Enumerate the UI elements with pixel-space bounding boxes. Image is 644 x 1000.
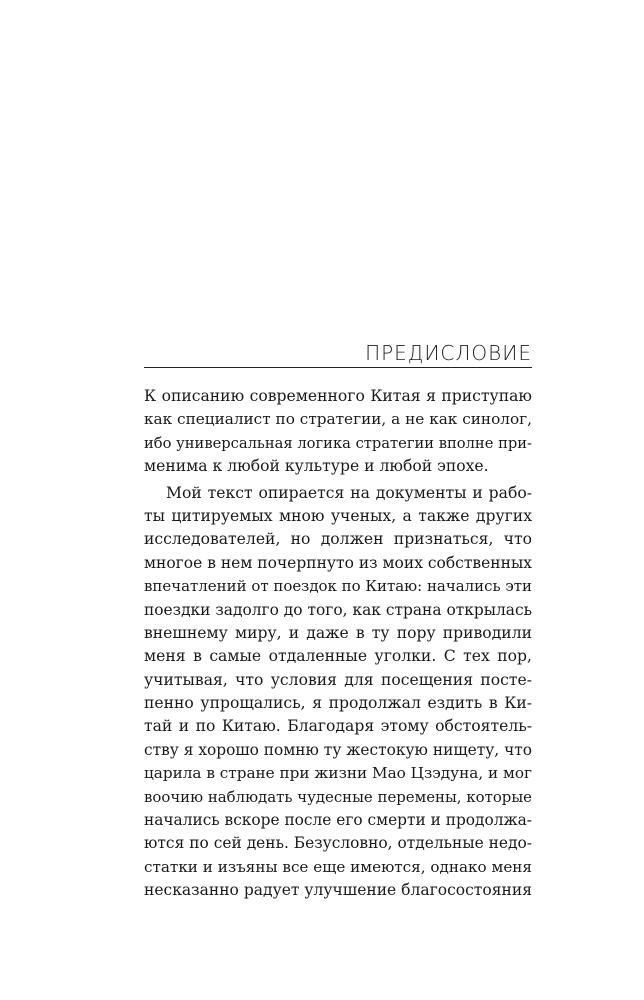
text-line: менима к любой культуре и любой эпохе. <box>144 457 489 476</box>
text-line: пенно упрощались, я продолжал ездить в Ки- <box>144 694 532 713</box>
text-line: ибо универсальная логика стратегии вполне при- <box>144 434 532 452</box>
body-text <box>144 385 532 903</box>
text-line: тай и по Китаю. Благодаря этому обстоятель- <box>144 717 532 736</box>
text-line: учитывая, что условия для посещения посте- <box>144 670 532 689</box>
heading-divider <box>144 367 532 368</box>
text-line: как специалист по стратегии, а не как синолог, <box>144 410 532 429</box>
text-line: воочию наблюдать чудесные перемены, которые <box>144 787 532 806</box>
paragraph-1 <box>144 385 532 479</box>
text-line: статки и изъяны все еще имеются, однако меня <box>144 857 532 876</box>
text-line: внешнему миру, и даже в ту пору приводили <box>144 623 532 642</box>
text-line: многое в нем почерпнуто из моих собственных <box>144 553 532 572</box>
text-line: царила в стране при жизни Мао Цзэдуна, и мог <box>144 764 532 783</box>
text-line: Мой текст опирается на документы и рабо- <box>166 483 532 502</box>
text-line: поездки задолго до того, как страна открылась <box>144 600 532 619</box>
paragraph-2 <box>144 482 532 903</box>
text-line: меня в самые отдаленные уголки. С тех пор, <box>144 647 532 666</box>
text-line: начались вскоре после его смерти и продолжа- <box>144 811 532 830</box>
text-line: впечатлений от поездок по Китаю: начались эти <box>144 577 532 596</box>
chapter-heading: ПРЕДИСЛОВИЕ <box>365 341 532 365</box>
text-line: ются по сей день. Безусловно, отдельные недо- <box>144 834 532 853</box>
text-line: К описанию современного Китая я приступаю <box>144 387 532 405</box>
text-line: исследователей, но должен признаться, что <box>144 530 532 549</box>
text-line: ству я хорошо помню ту жестокую нищету, что <box>144 740 532 759</box>
text-line: ты цитируемых мною ученых, а также других <box>144 506 532 525</box>
text-line: несказанно радует улучшение благосостояния <box>144 881 532 900</box>
